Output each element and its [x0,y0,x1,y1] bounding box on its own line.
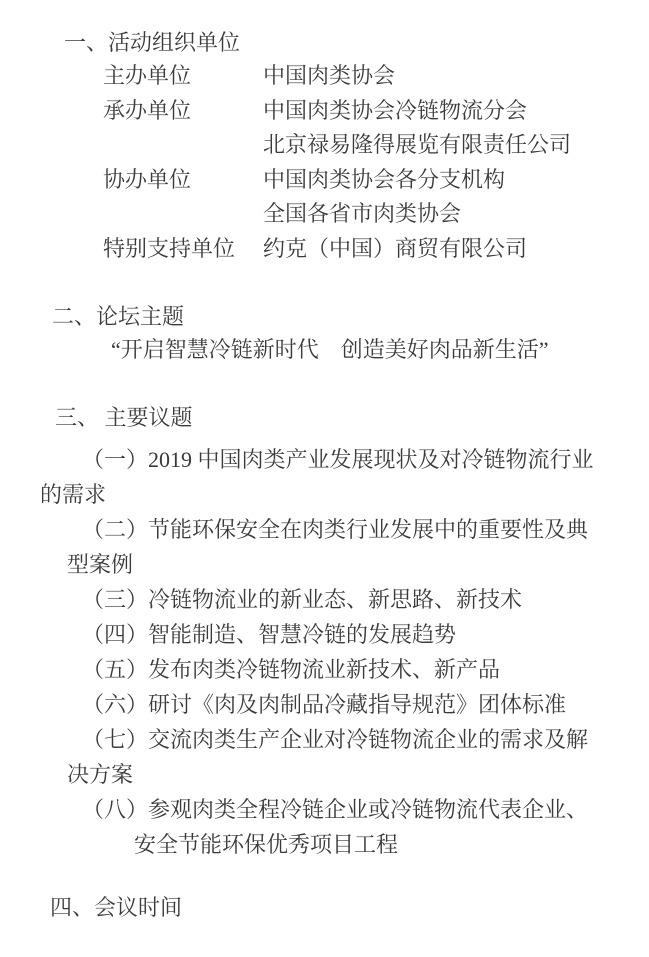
topic-line-wrap: 型案例 [67,552,134,577]
topic-line-wrap: 决方案 [67,762,134,787]
topic-line: （二）节能环保安全在肉类行业发展中的重要性及典 [82,517,589,542]
topic-line: （一）2019 中国肉类产业发展现状及对冷链物流行业 [82,447,594,472]
topic-line: （四）智能制造、智慧冷链的发展趋势 [82,622,457,647]
topic-line: （七）交流肉类生产企业对冷链物流企业的需求及解 [82,727,589,752]
forum-theme-text: “开启智慧冷链新时代 创造美好肉品新生活” [111,337,549,362]
topic-line-wrap: 的需求 [40,482,107,507]
topic-line-wrap: 安全节能环保优秀项目工程 [134,832,399,857]
topic-line: （八）参观肉类全程冷链企业或冷链物流代表企业、 [82,797,589,822]
section-heading-theme: 二、论坛主题 [52,304,185,329]
organizer-label: 承办单位 [103,98,192,123]
organizer-label: 主办单位 [103,63,192,88]
organizer-value: 中国肉类协会 [263,63,396,88]
organizer-value: 约克（中国）商贸有限公司 [263,236,528,261]
organizer-value: 中国肉类协会各分支机构 [263,167,506,192]
topic-line: （六）研讨《肉及肉制品冷藏指导规范》团体标准 [82,692,567,717]
section-heading-topics: 三、 主要议题 [55,405,193,430]
organizer-value: 北京禄易隆得展览有限责任公司 [263,132,572,157]
topic-line: （五）发布肉类冷链物流业新技术、新产品 [82,657,501,682]
organizer-value: 全国各省市肉类协会 [263,201,462,226]
topic-line: （三）冷链物流业的新业态、新思路、新技术 [82,587,523,612]
organizer-label: 协办单位 [103,167,192,192]
section-heading-time: 四、会议时间 [50,895,183,920]
section-heading-organizers: 一、活动组织单位 [64,30,241,55]
organizer-value: 中国肉类协会冷链物流分会 [263,98,528,123]
organizer-label: 特别支持单位 [103,236,236,261]
